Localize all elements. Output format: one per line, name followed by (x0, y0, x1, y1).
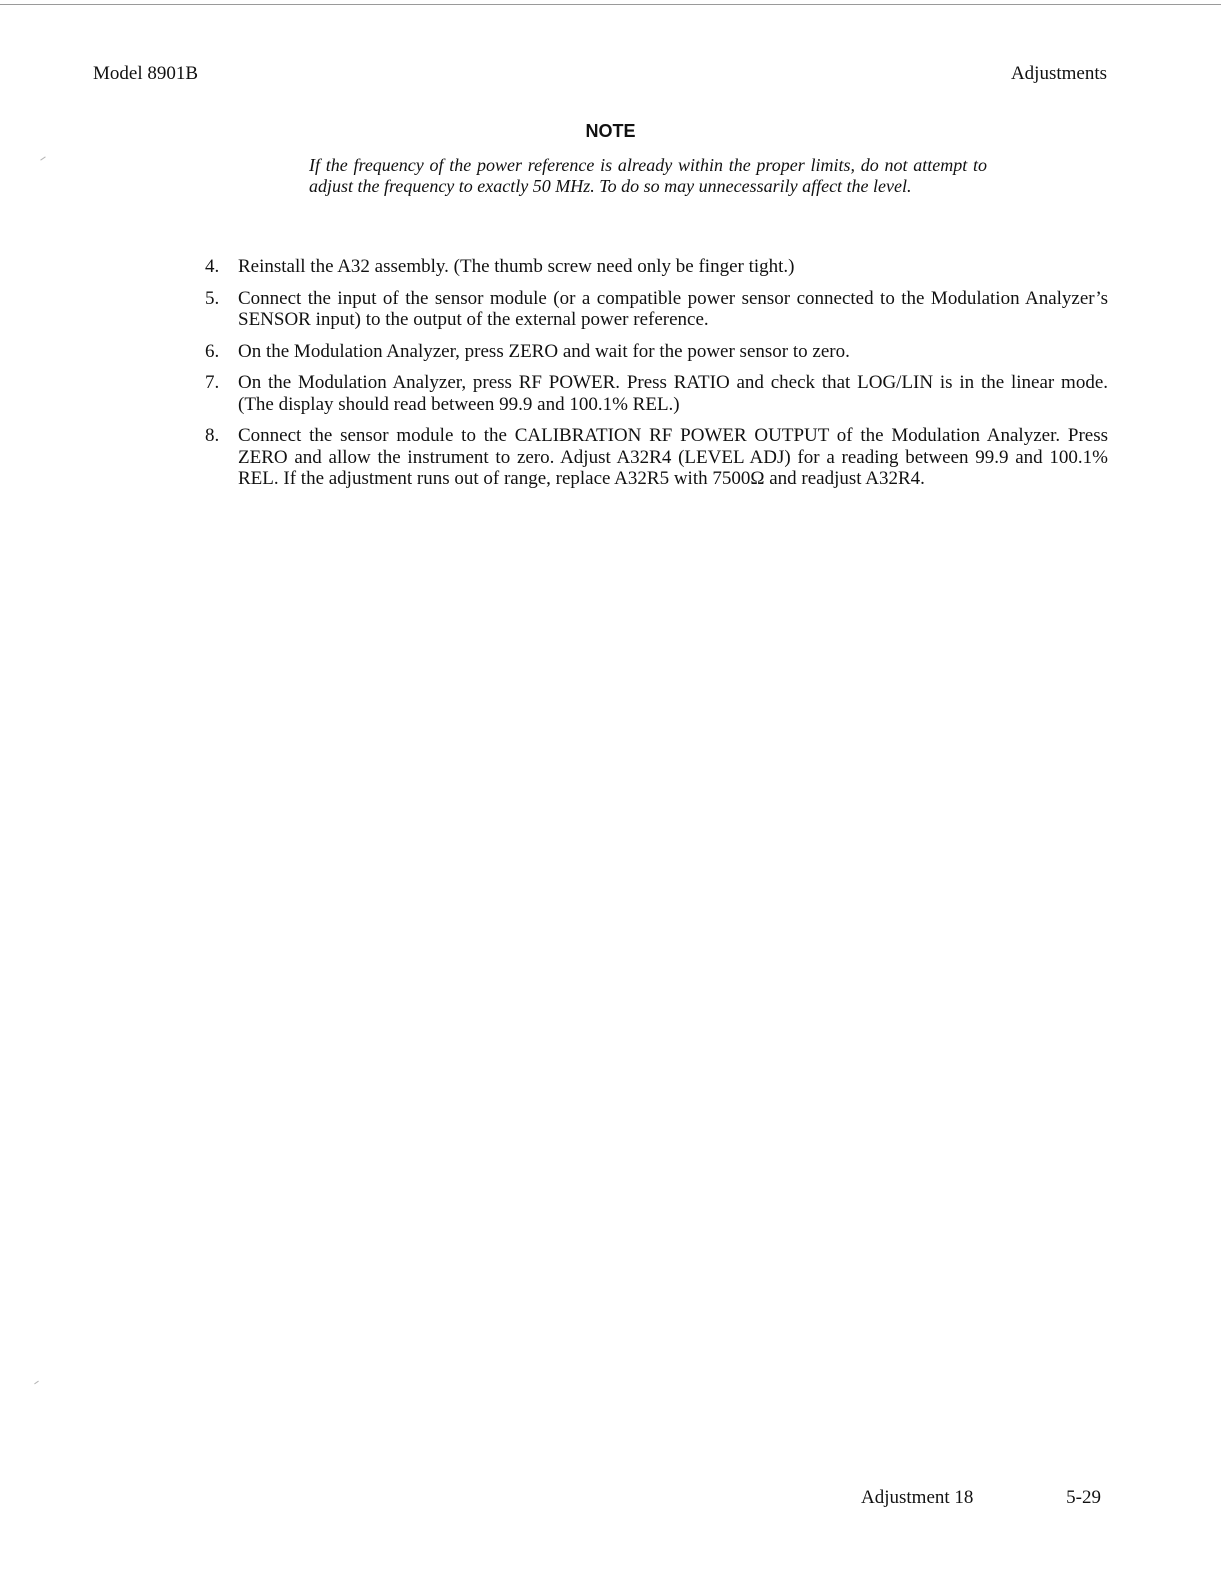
step-number: 4. (205, 256, 220, 277)
note-title: NOTE (585, 121, 636, 141)
step-text: On the Modulation Analyzer, press ZERO and wait for the power sensor to zero. (238, 340, 850, 362)
step-text: Reinstall the A32 assembly. (The thumb screw need only be finger tight.) (238, 256, 795, 277)
step-text: On the Modulation Analyzer, press RF POWER. Press RATIO and check that LOG/LIN is in the linear mode. (The display should read between 99.9 and 100.1% REL.) (238, 372, 1108, 415)
step-5 (205, 288, 1108, 331)
step-number: 6. (205, 340, 220, 362)
note-text: If the frequency of the power reference is already within the proper limits, do not attempt to adjust the frequency to exactly 50 MHz. To do so may unnecessarily affect the level. (309, 155, 987, 196)
procedure-steps (205, 256, 1108, 500)
step-text: Connect the sensor module to the CALIBRATION RF POWER OUTPUT of the Modulation Analyzer. Press ZERO and allow the instrument to zero. Adjust A32R4 (LEVEL ADJ) for a reading between 99.9 and 100.1% REL. If the adjustment runs out of range, replace A32R5 with 7500Ω and readjust A32R4. (238, 425, 1108, 489)
step-4 (205, 256, 1108, 278)
step-8 (205, 425, 1108, 490)
step-number: 5. (205, 287, 220, 309)
step-number: 7. (205, 372, 220, 393)
step-number: 8. (205, 425, 220, 446)
scan-speck (34, 1381, 39, 1385)
step-7 (205, 372, 1108, 415)
step-text: Connect the input of the sensor module (or a compatible power sensor connected to the Modulation Analyzer’s SENSOR input) to the output of the external power reference. (238, 287, 1108, 330)
running-header-section: Adjustments (1010, 63, 1107, 84)
top-rule (0, 4, 1221, 5)
running-header-model: Model 8901B (93, 63, 199, 84)
footer-section-label: Adjustment 18 (861, 1487, 974, 1508)
step-6 (205, 341, 1108, 363)
page-number: 5-29 (1066, 1487, 1101, 1508)
scan-speck (40, 156, 45, 160)
